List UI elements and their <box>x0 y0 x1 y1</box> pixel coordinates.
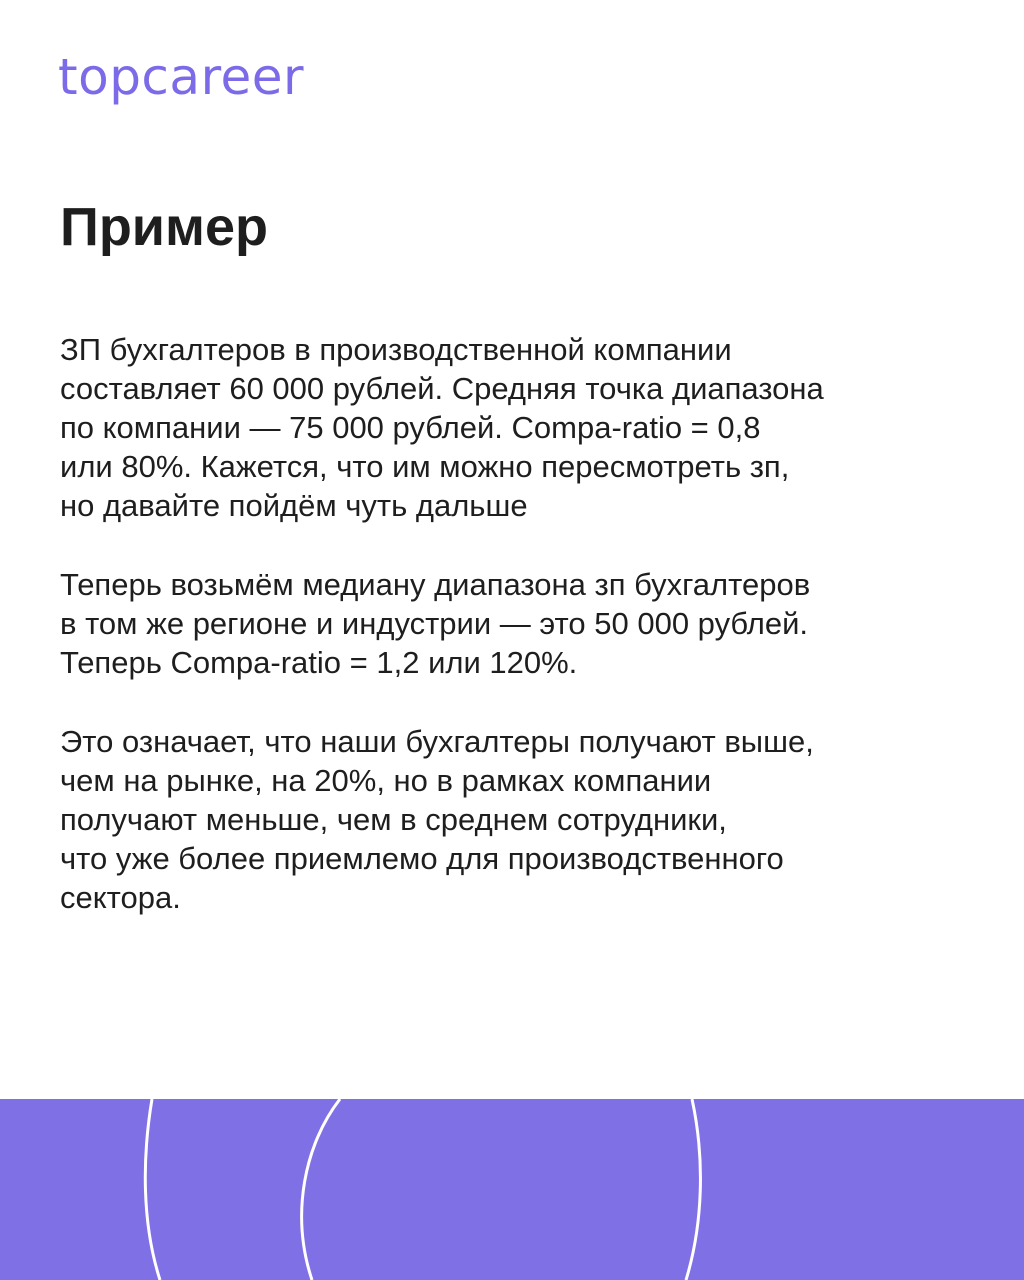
decorative-footer-band <box>0 1099 1024 1280</box>
body-text <box>60 330 960 957</box>
text-line: Это означает, что наши бухгалтеры получают выше, <box>60 724 814 759</box>
circle-arcs-decoration <box>0 1099 1024 1280</box>
text-line: сектора. <box>60 880 181 915</box>
text-line: но давайте пойдём чуть дальше <box>60 488 528 523</box>
text-line: или 80%. Кажется, что им можно пересмотреть зп, <box>60 449 790 484</box>
text-line: в том же регионе и индустрии — это 50 000 рублей. <box>60 606 809 641</box>
text-line: чем на рынке, на 20%, но в рамках компании <box>60 763 712 798</box>
paragraph-1 <box>60 330 960 525</box>
text-line: что уже более приемлемо для производственного <box>60 841 784 876</box>
text-line: по компании — 75 000 рублей. Compa-ratio = 0,8 <box>60 410 761 445</box>
text-line: составляет 60 000 рублей. Средняя точка диапазона <box>60 371 824 406</box>
page-title: Пример <box>60 197 268 257</box>
text-line: Теперь возьмём медиану диапазона зп бухгалтеров <box>60 567 811 602</box>
text-line: Теперь Compa-ratio = 1,2 или 120%. <box>60 645 578 680</box>
paragraph-2 <box>60 565 960 682</box>
paragraph-3 <box>60 722 960 917</box>
topcareer-logo: topcareer <box>58 48 305 106</box>
text-line: получают меньше, чем в среднем сотрудники, <box>60 802 727 837</box>
text-line: ЗП бухгалтеров в производственной компании <box>60 332 732 367</box>
